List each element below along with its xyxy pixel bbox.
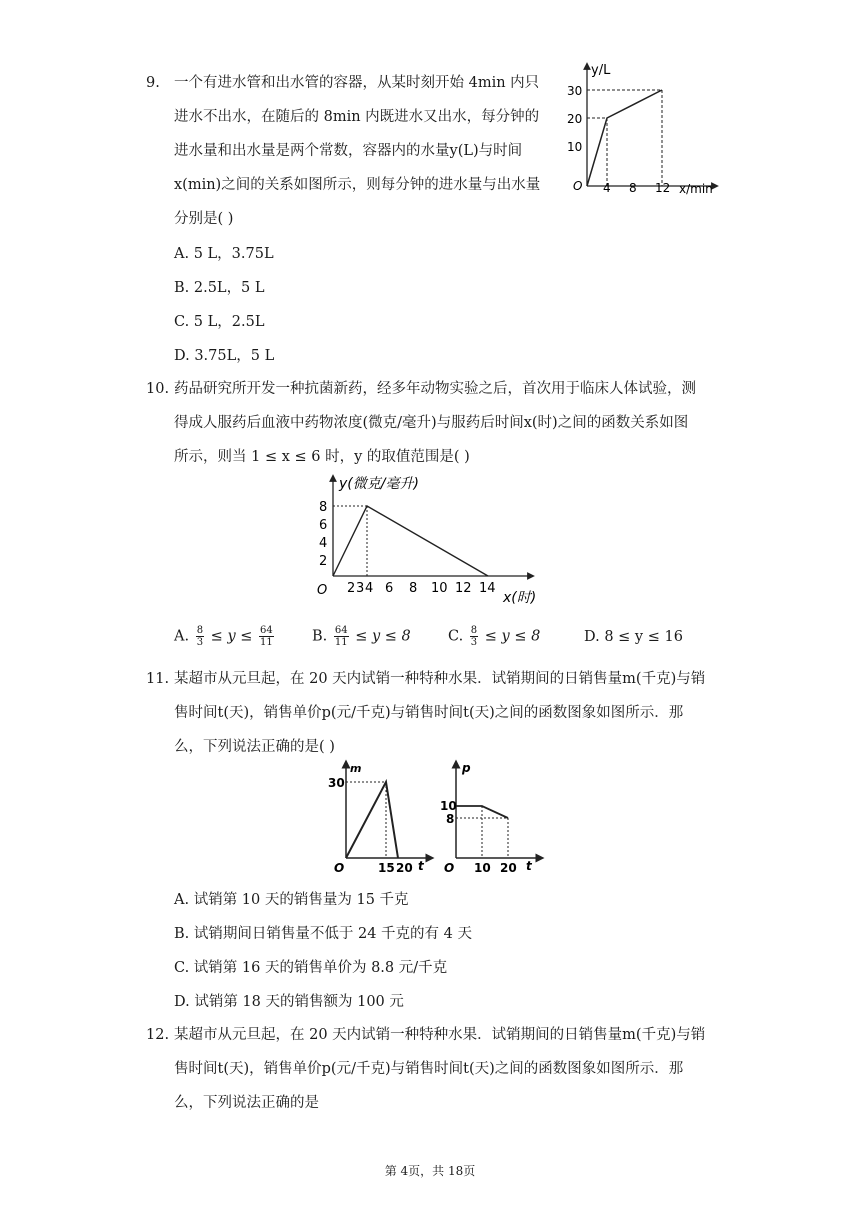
q11-p-ytick: 10 — [440, 799, 457, 813]
q9-ytick: 20 — [567, 112, 583, 126]
question-9 — [146, 66, 566, 236]
question-line: 所示，则当 1 ≤ x ≤ 6 时，y 的取值范围是( ) — [174, 449, 470, 465]
q11-graph-m — [326, 758, 438, 878]
question-10 — [146, 372, 746, 474]
q10-xtick: 2 — [347, 581, 356, 596]
option-d: D. 试销第 18 天的销售额为 100 元 — [174, 994, 404, 1010]
question-line: 一个有进水管和出水管的容器，从某时刻开始 4min 内只 — [174, 75, 540, 91]
q11-m-ytick: 30 — [328, 776, 345, 790]
option-b: B. 2.5L，5 L — [174, 280, 265, 296]
fraction: $\frac{8}{3}$ — [470, 625, 478, 648]
option-d: D. 8 ≤ y ≤ 16 — [584, 629, 683, 645]
q11-p-ylabel: p — [462, 761, 471, 775]
fraction: $\frac{8}{3}$ — [196, 625, 204, 648]
q10-xtick: 6 — [385, 581, 394, 596]
q10-ylabel: y(微克/毫升) — [339, 476, 419, 492]
q9-xtick: 8 — [629, 181, 637, 195]
q10-ytick: 8 — [319, 500, 328, 515]
question-number: 12. — [146, 1027, 170, 1043]
q10-xlabel: x(时) — [503, 590, 537, 606]
option-a: A. $\frac{8}{3}$ ≤ y ≤ $\frac{64}{11}$ — [174, 625, 273, 648]
q10-xtick: 10 — [431, 581, 448, 596]
q9-origin: O — [573, 179, 583, 193]
q10-xtick: 3 — [356, 581, 365, 596]
q11-p-ytick: 8 — [446, 812, 455, 826]
q9-graph — [565, 58, 725, 198]
q11-m-origin: O — [334, 861, 345, 875]
option-b: B. $\frac{64}{11}$ ≤ y ≤ 8 — [312, 625, 411, 648]
question-line: 售时间t(天)，销售单价p(元/千克)与销售时间t(天)之间的函数图象如图所示．那 — [174, 1061, 684, 1077]
question-line: 售时间t(天)，销售单价p(元/千克)与销售时间t(天)之间的函数图象如图所示．那 — [174, 705, 684, 721]
q10-ytick: 2 — [319, 554, 328, 569]
q10-ytick: 4 — [319, 536, 328, 551]
question-line: 某超市从元旦起，在 20 天内试销一种特种水果．试销期间的日销售量m(千克)与销 — [174, 671, 706, 687]
option-c: C. $\frac{8}{3}$ ≤ y ≤ 8 — [448, 625, 541, 648]
q9-ytick: 30 — [567, 84, 583, 98]
q10-xtick: 8 — [409, 581, 418, 596]
q11-p-origin: O — [444, 861, 455, 875]
q11-m-xtick: 15 — [378, 861, 395, 875]
fraction: $\frac{64}{11}$ — [260, 625, 273, 648]
question-line: 进水量和出水量是两个常数，容器内的水量y(L)与时间 — [174, 143, 523, 159]
q11-p-xtick: 20 — [500, 861, 517, 875]
q10-origin: O — [317, 583, 328, 598]
question-number: 9. — [146, 75, 160, 91]
q9-xtick: 12 — [655, 181, 671, 195]
q11-p-xlabel: t — [526, 859, 532, 873]
q11-graph-p — [436, 758, 548, 878]
page-footer: 第 4页，共 18页 — [384, 1164, 476, 1178]
question-line: 某超市从元旦起，在 20 天内试销一种特种水果．试销期间的日销售量m(千克)与销 — [174, 1027, 706, 1043]
question-11 — [146, 662, 746, 764]
q9-xtick: 4 — [603, 181, 611, 195]
q10-xtick: 12 — [455, 581, 472, 596]
q11-p-xtick: 10 — [474, 861, 491, 875]
question-12 — [146, 1018, 746, 1120]
q10-xtick: 4 — [365, 581, 374, 596]
question-line: 分别是( ) — [174, 211, 234, 227]
option-b: B. 试销期间日销售量不低于 24 千克的有 4 天 — [174, 926, 472, 942]
question-line: 进水不出水，在随后的 8min 内既进水又出水，每分钟的 — [174, 109, 540, 125]
option-a: A. 5 L，3.75L — [174, 246, 274, 262]
q9-ytick: 10 — [567, 140, 583, 154]
question-number: 10. — [146, 381, 170, 397]
q10-ytick: 6 — [319, 518, 328, 533]
q11-m-xtick: 20 — [396, 861, 413, 875]
q10-xtick: 14 — [479, 581, 496, 596]
q10-graph — [313, 470, 553, 610]
option-c: C. 5 L，2.5L — [174, 314, 265, 330]
q9-ylabel: y/L — [591, 63, 611, 78]
q9-xlabel: x/min — [679, 182, 713, 196]
question-line: 得成人服药后血液中药物浓度(微克/毫升)与服药后时间x(时)之间的函数关系如图 — [174, 415, 689, 431]
question-line: x(min)之间的关系如图所示，则每分钟的进水量与出水量 — [174, 177, 541, 193]
option-d: D. 3.75L，5 L — [174, 348, 275, 364]
question-number: 11. — [146, 671, 170, 687]
fraction: $\frac{64}{11}$ — [334, 625, 348, 648]
option-a: A. 试销第 10 天的销售量为 15 千克 — [174, 892, 409, 908]
question-line: 药品研究所开发一种抗菌新药，经多年动物实验之后，首次用于临床人体试验，测 — [174, 381, 696, 397]
q11-m-xlabel: t — [418, 859, 424, 873]
q11-m-ylabel: m — [350, 762, 362, 775]
question-line: 么，下列说法正确的是 — [174, 1095, 319, 1111]
option-c: C. 试销第 16 天的销售单价为 8.8 元/千克 — [174, 960, 448, 976]
question-line: 么，下列说法正确的是( ) — [174, 739, 335, 755]
